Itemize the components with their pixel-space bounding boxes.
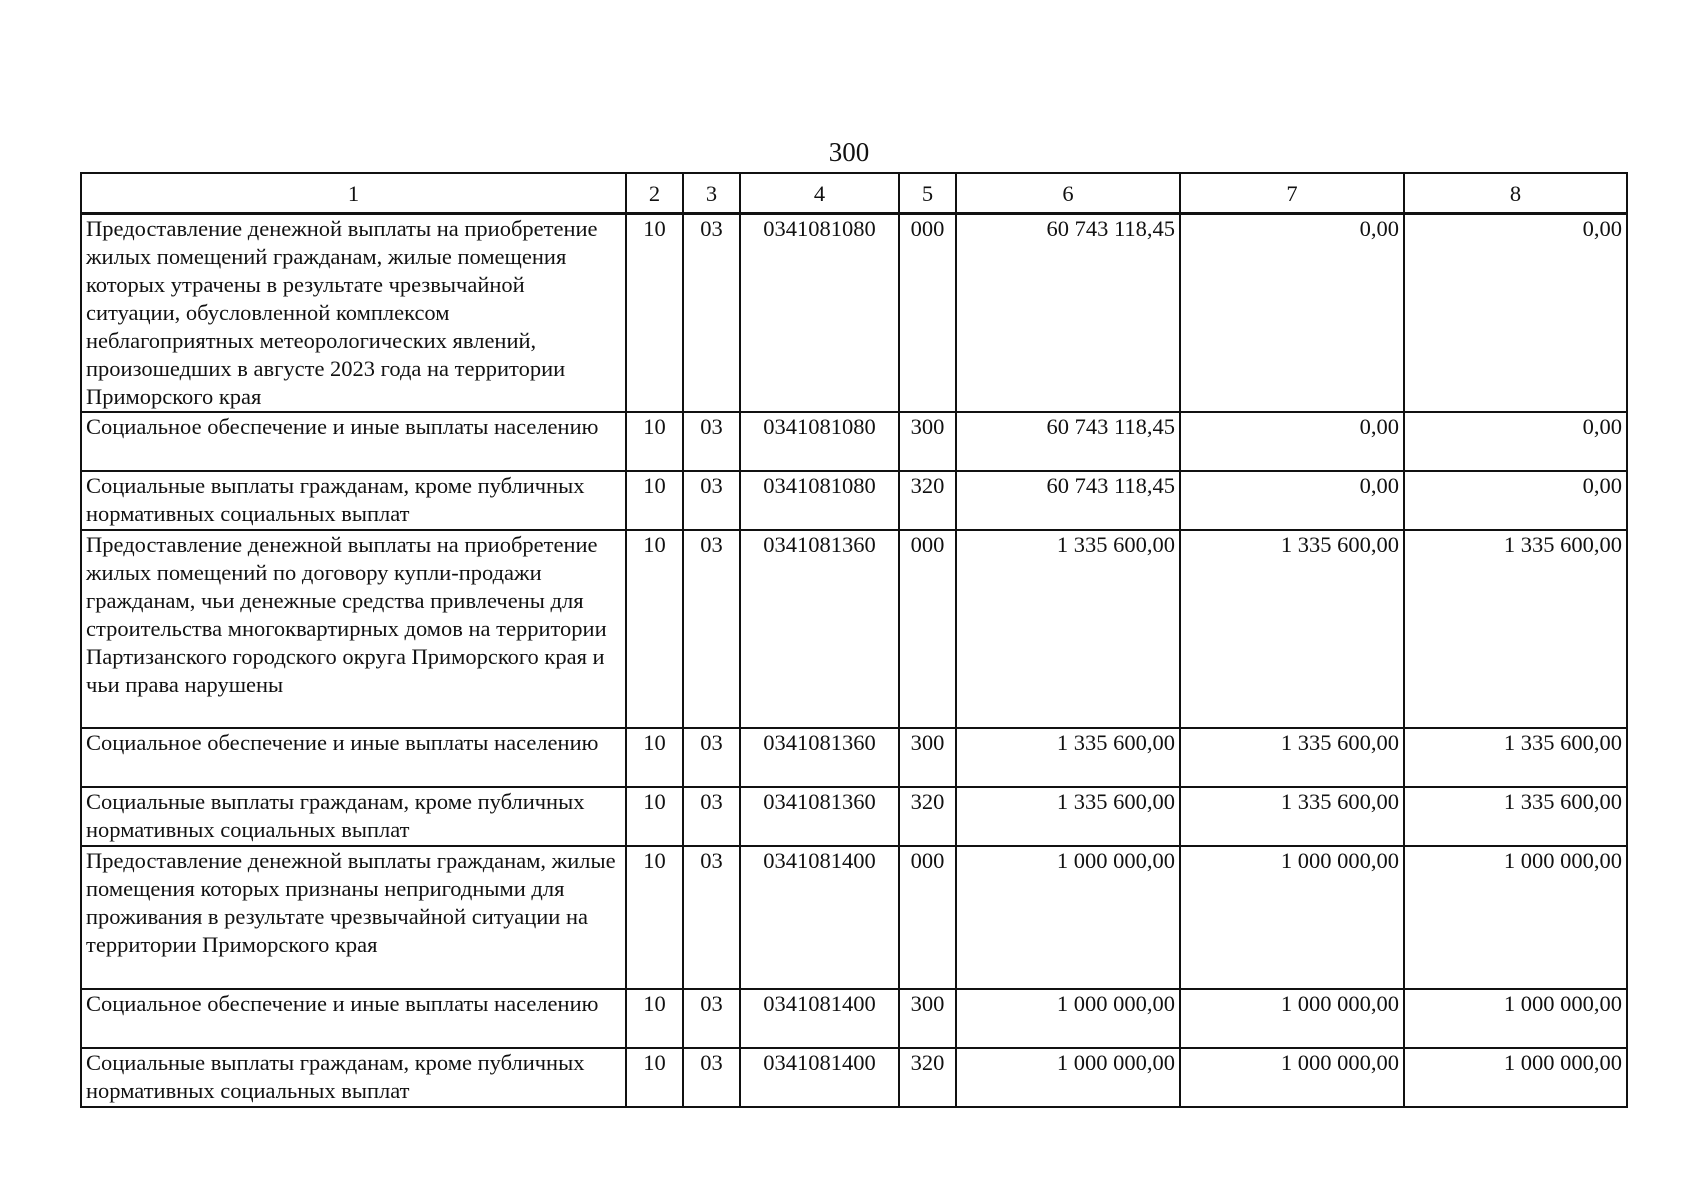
budget-table	[80, 172, 1628, 1108]
amount-col8: 1 335 600,00	[1404, 530, 1627, 728]
amount-col8: 1 000 000,00	[1404, 989, 1627, 1048]
item-name: Социальные выплаты гражданам, кроме публичных нормативных социальных выплат	[81, 471, 626, 530]
header-row	[81, 173, 1627, 214]
amount-col6: 60 743 118,45	[956, 471, 1180, 530]
table-row	[81, 989, 1627, 1048]
subsection-code: 03	[683, 846, 740, 989]
section-code: 10	[626, 989, 683, 1048]
item-name: Предоставление денежной выплаты гражданам, жилые помещения которых признаны непригодными для проживания в результате чрезвычайной ситуации на территории Приморского края	[81, 846, 626, 989]
amount-col7: 1 000 000,00	[1180, 989, 1404, 1048]
amount-col7: 0,00	[1180, 412, 1404, 471]
expense-type-code: 320	[899, 1048, 956, 1107]
item-name: Социальное обеспечение и иные выплаты населению	[81, 728, 626, 787]
expense-type-code: 300	[899, 989, 956, 1048]
header-cell: 4	[740, 173, 899, 214]
amount-col7: 1 335 600,00	[1180, 787, 1404, 846]
amount-col6: 1 335 600,00	[956, 787, 1180, 846]
table-row	[81, 412, 1627, 471]
subsection-code: 03	[683, 728, 740, 787]
section-code: 10	[626, 728, 683, 787]
table-row	[81, 530, 1627, 728]
table-row	[81, 787, 1627, 846]
amount-col6: 1 000 000,00	[956, 1048, 1180, 1107]
target-article-code: 0341081400	[740, 1048, 899, 1107]
table-row	[81, 1048, 1627, 1107]
amount-col8: 1 335 600,00	[1404, 787, 1627, 846]
target-article-code: 0341081360	[740, 530, 899, 728]
target-article-code: 0341081080	[740, 471, 899, 530]
amount-col6: 1 335 600,00	[956, 728, 1180, 787]
amount-col7: 1 335 600,00	[1180, 530, 1404, 728]
target-article-code: 0341081080	[740, 412, 899, 471]
amount-col8: 0,00	[1404, 471, 1627, 530]
item-name: Социальное обеспечение и иные выплаты населению	[81, 989, 626, 1048]
table-row	[81, 728, 1627, 787]
target-article-code: 0341081080	[740, 214, 899, 413]
amount-col8: 0,00	[1404, 412, 1627, 471]
expense-type-code: 000	[899, 530, 956, 728]
target-article-code: 0341081360	[740, 787, 899, 846]
amount-col7: 0,00	[1180, 471, 1404, 530]
section-code: 10	[626, 471, 683, 530]
amount-col7: 1 335 600,00	[1180, 728, 1404, 787]
amount-col6: 1 335 600,00	[956, 530, 1180, 728]
header-cell: 8	[1404, 173, 1627, 214]
section-code: 10	[626, 412, 683, 471]
expense-type-code: 300	[899, 412, 956, 471]
section-code: 10	[626, 846, 683, 989]
header-cell: 1	[81, 173, 626, 214]
amount-col7: 1 000 000,00	[1180, 846, 1404, 989]
amount-col6: 60 743 118,45	[956, 412, 1180, 471]
header-cell: 2	[626, 173, 683, 214]
table-row	[81, 471, 1627, 530]
item-name: Предоставление денежной выплаты на приобретение жилых помещений гражданам, жилые помещения которых утрачены в результате чрезвычайной ситуации, обусловленной комплексом неблагоприятных метеорологических явлений, произошедших в августе 2023 года на территории Приморского края	[81, 214, 626, 413]
page-number: 300	[828, 137, 870, 167]
table-row	[81, 846, 1627, 989]
subsection-code: 03	[683, 989, 740, 1048]
target-article-code: 0341081360	[740, 728, 899, 787]
expense-type-code: 000	[899, 846, 956, 989]
amount-col7: 1 000 000,00	[1180, 1048, 1404, 1107]
item-name: Социальное обеспечение и иные выплаты населению	[81, 412, 626, 471]
subsection-code: 03	[683, 530, 740, 728]
target-article-code: 0341081400	[740, 989, 899, 1048]
amount-col8: 1 335 600,00	[1404, 728, 1627, 787]
section-code: 10	[626, 1048, 683, 1107]
amount-col6: 60 743 118,45	[956, 214, 1180, 413]
header-cell: 5	[899, 173, 956, 214]
expense-type-code: 320	[899, 787, 956, 846]
item-name: Предоставление денежной выплаты на приобретение жилых помещений по договору купли-продажи гражданам, чьи денежные средства привлечены для строительства многоквартирных домов на территории Партизанского городского округа Приморского края и чьи права нарушены	[81, 530, 626, 728]
item-name: Социальные выплаты гражданам, кроме публичных нормативных социальных выплат	[81, 787, 626, 846]
subsection-code: 03	[683, 471, 740, 530]
header-cell: 3	[683, 173, 740, 214]
expense-type-code: 300	[899, 728, 956, 787]
item-name: Социальные выплаты гражданам, кроме публичных нормативных социальных выплат	[81, 1048, 626, 1107]
header-cell: 7	[1180, 173, 1404, 214]
amount-col8: 1 000 000,00	[1404, 1048, 1627, 1107]
expense-type-code: 000	[899, 214, 956, 413]
table-row	[81, 214, 1627, 413]
header-cell: 6	[956, 173, 1180, 214]
amount-col6: 1 000 000,00	[956, 989, 1180, 1048]
subsection-code: 03	[683, 412, 740, 471]
subsection-code: 03	[683, 214, 740, 413]
target-article-code: 0341081400	[740, 846, 899, 989]
amount-col6: 1 000 000,00	[956, 846, 1180, 989]
section-code: 10	[626, 530, 683, 728]
section-code: 10	[626, 787, 683, 846]
section-code: 10	[626, 214, 683, 413]
subsection-code: 03	[683, 787, 740, 846]
amount-col8: 0,00	[1404, 214, 1627, 413]
expense-type-code: 320	[899, 471, 956, 530]
amount-col8: 1 000 000,00	[1404, 846, 1627, 989]
subsection-code: 03	[683, 1048, 740, 1107]
amount-col7: 0,00	[1180, 214, 1404, 413]
